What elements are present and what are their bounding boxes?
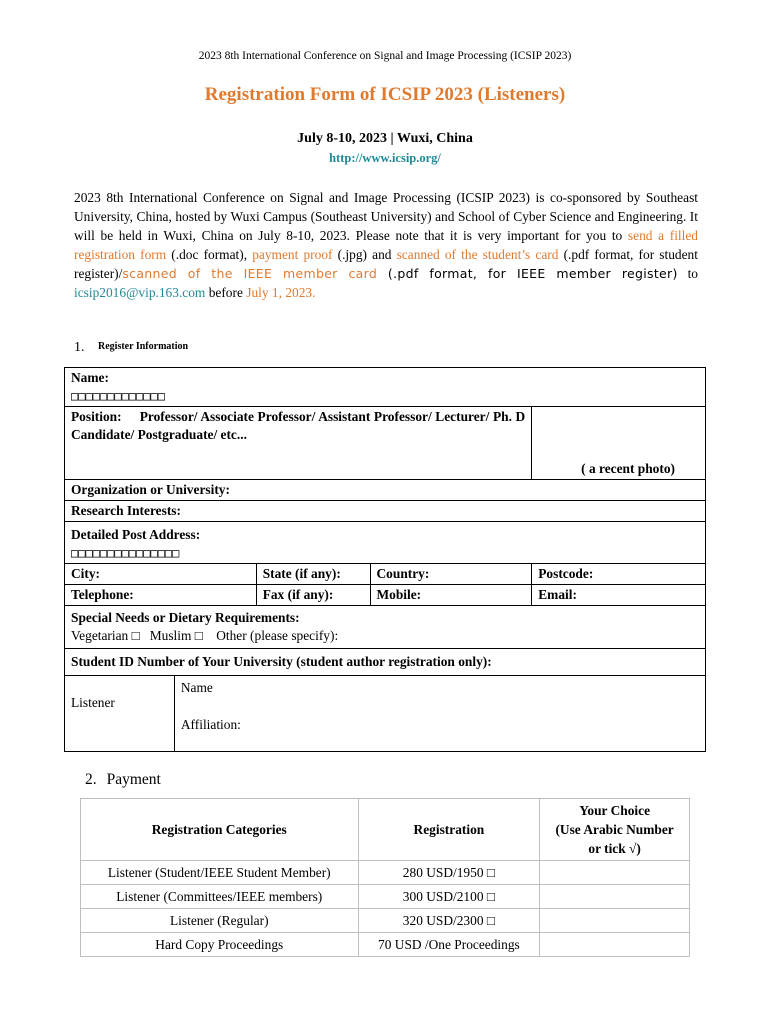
intro-text-5: (.pdf format, for IEEE member register) xyxy=(377,266,678,281)
header-registration: Registration xyxy=(358,799,540,861)
mobile-cell[interactable] xyxy=(370,585,532,606)
state-cell[interactable] xyxy=(256,564,370,585)
email-label: Email: xyxy=(538,587,577,602)
row-fee: 280 USD/1950 □ xyxy=(358,861,540,885)
email-cell[interactable] xyxy=(532,585,706,606)
row-fee: 70 USD /One Proceedings xyxy=(358,933,540,957)
row-choice-input[interactable] xyxy=(540,933,690,957)
intro-text-7: before xyxy=(205,285,247,300)
header-choice xyxy=(540,799,690,861)
address-cell[interactable] xyxy=(65,522,706,564)
link-registration-form[interactable]: send a filled registration form xyxy=(74,228,698,262)
deadline: July 1, 2023. xyxy=(246,285,316,300)
section-1-number: 1. xyxy=(74,340,85,355)
row-choice-input[interactable] xyxy=(540,885,690,909)
position-cell[interactable] xyxy=(65,407,532,480)
postcode-label: Postcode: xyxy=(538,566,594,581)
address-label: Detailed Post Address: xyxy=(71,527,201,542)
telephone-label: Telephone: xyxy=(71,587,134,602)
name-boxes: □□□□□□□□□□□□□ xyxy=(71,389,165,403)
form-title: Registration Form of ICSIP 2023 (Listeners) xyxy=(204,84,566,105)
row-fee: 300 USD/2100 □ xyxy=(358,885,540,909)
table-row xyxy=(81,885,690,909)
organization-cell[interactable] xyxy=(65,480,706,501)
row-choice-input[interactable] xyxy=(540,861,690,885)
intro-text-6: to xyxy=(677,266,698,281)
section-2-number: 2. xyxy=(85,771,97,788)
student-id-label: Student ID Number of Your University (student author registration only): xyxy=(71,654,492,669)
header-choice-line-2: (Use Arabic Number xyxy=(555,822,674,837)
position-options: Professor/ Associate Professor/ Assistant Professor/ Lecturer/ Ph. D Candidate/ Postgraduate/ etc... xyxy=(71,409,526,442)
dietary-options[interactable]: Vegetarian □ Muslim □ Other (please specify): xyxy=(71,628,339,643)
contact-email[interactable]: icsip2016@vip.163.com xyxy=(74,285,206,300)
postcode-cell[interactable] xyxy=(532,564,706,585)
special-needs-cell[interactable] xyxy=(65,606,706,649)
listener-affiliation: Affiliation: xyxy=(180,717,241,732)
header-category: Registration Categories xyxy=(81,799,359,861)
conference-header: 2023 8th International Conference on Signal and Image Processing (ICSIP 2023) xyxy=(198,50,572,62)
payment-table xyxy=(80,798,690,957)
section-2-label: Payment xyxy=(106,771,161,788)
website-link[interactable]: http://www.icsip.org/ xyxy=(329,151,441,165)
intro-text-3: (.jpg) and xyxy=(332,247,397,262)
row-category: Listener (Committees/IEEE members) xyxy=(81,885,359,909)
header-choice-line-1: Your Choice xyxy=(579,803,651,818)
listener-label-cell xyxy=(65,676,175,752)
city-label: City: xyxy=(71,566,101,581)
name-cell[interactable] xyxy=(65,368,706,407)
country-label: Country: xyxy=(376,566,430,581)
header-choice-line-3: or tick √) xyxy=(588,841,641,856)
table-row xyxy=(81,933,690,957)
link-student-card[interactable]: scanned of the student’s card xyxy=(396,247,559,262)
row-fee: 320 USD/2300 □ xyxy=(358,909,540,933)
section-1-label: Register Information xyxy=(98,341,189,352)
link-ieee-card[interactable]: scanned of the IEEE member card xyxy=(122,266,378,281)
organization-label: Organization or University: xyxy=(71,482,230,497)
photo-cell[interactable] xyxy=(532,407,706,480)
telephone-cell[interactable] xyxy=(65,585,257,606)
intro-text-4: (.pdf format, for student register)/ xyxy=(74,247,698,281)
dates-location: July 8-10, 2023 | Wuxi, China xyxy=(297,131,473,146)
row-choice-input[interactable] xyxy=(540,909,690,933)
table-row xyxy=(81,909,690,933)
address-boxes: □□□□□□□□□□□□□□□ xyxy=(71,546,180,560)
listener-name: Name xyxy=(180,680,213,695)
photo-label: ( a recent photo) xyxy=(581,461,675,476)
research-cell[interactable] xyxy=(65,501,706,522)
registration-table xyxy=(64,367,706,752)
row-category: Hard Copy Proceedings xyxy=(81,933,359,957)
position-label: Position: xyxy=(71,409,122,424)
student-id-cell[interactable] xyxy=(65,649,706,676)
research-label: Research Interests: xyxy=(71,503,181,518)
fax-cell[interactable] xyxy=(256,585,370,606)
row-category: Listener (Student/IEEE Student Member) xyxy=(81,861,359,885)
state-label: State (if any): xyxy=(262,566,341,581)
mobile-label: Mobile: xyxy=(376,587,422,602)
table-row xyxy=(81,861,690,885)
country-cell[interactable] xyxy=(370,564,532,585)
special-needs-label: Special Needs or Dietary Requirements: xyxy=(71,610,300,625)
name-label: Name: xyxy=(71,370,109,385)
link-payment-proof[interactable]: payment proof xyxy=(252,247,333,262)
section-1-heading xyxy=(74,340,188,356)
row-category: Listener (Regular) xyxy=(81,909,359,933)
section-2-heading xyxy=(85,771,161,789)
listener-details-cell[interactable] xyxy=(174,676,705,752)
listener-label: Listener xyxy=(71,695,115,710)
fax-label: Fax (if any): xyxy=(262,587,334,602)
intro-text-2: (.doc format), xyxy=(166,247,253,262)
intro-text-1: 2023 8th International Conference on Signal and Image Processing (ICSIP 2023) is co-sponsored by Southeast University, China, hosted by Wuxi Campus (Southeast University) and School of Cyber Science and Engineering. It will be held in Wuxi, China on July 8-10, 2023. Please note that it is very important for you to xyxy=(74,190,698,243)
intro-paragraph xyxy=(74,188,698,302)
city-cell[interactable] xyxy=(65,564,257,585)
